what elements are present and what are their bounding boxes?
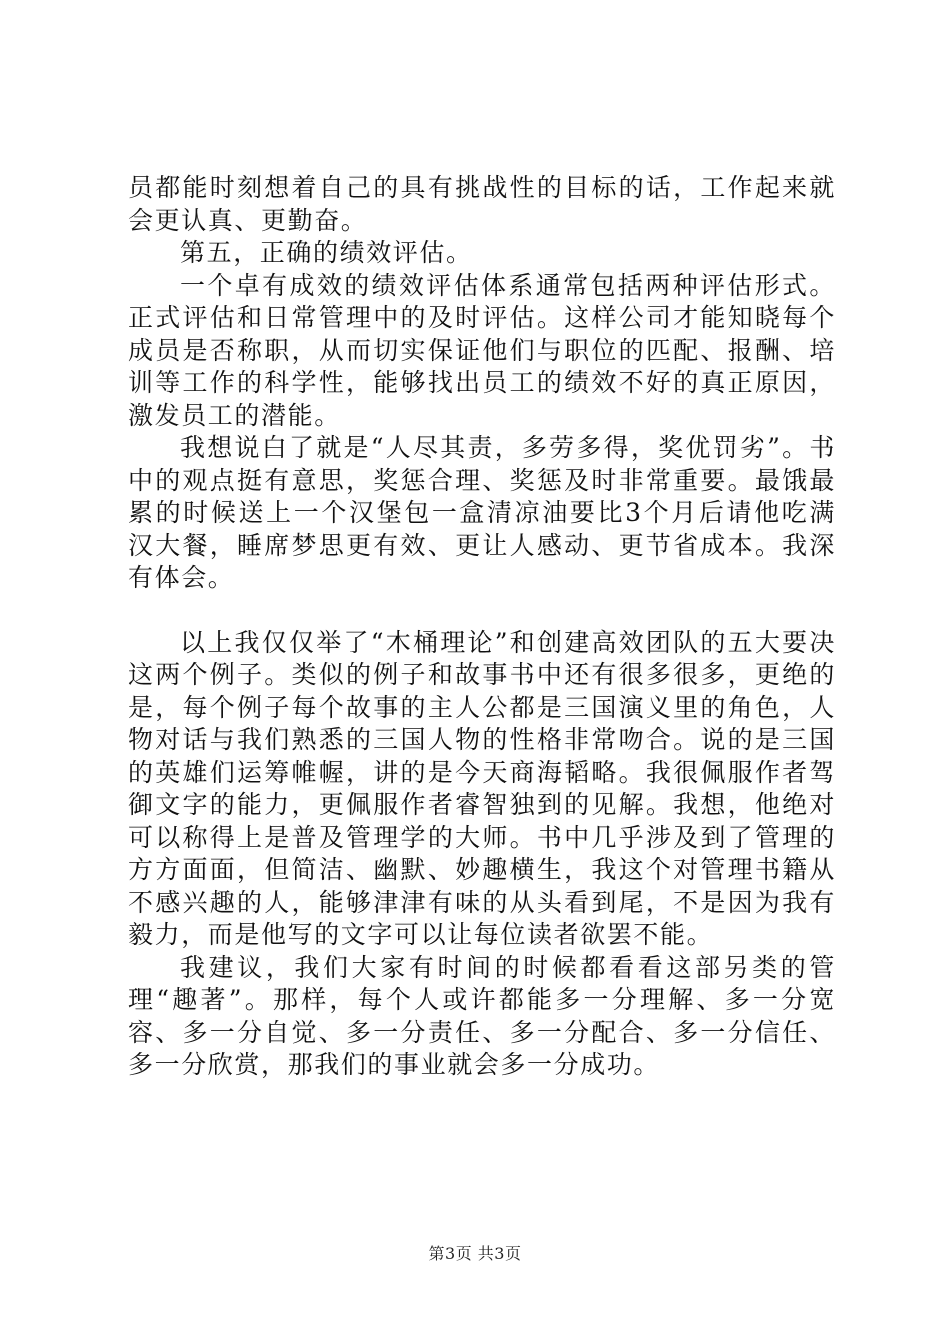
paragraph-heading-fifth: 第五，正确的绩效评估。: [180, 238, 473, 267]
paragraph-continuation: 员都能时刻想着自己的具有挑战性的目标的话，工作起来就会更认真、更勤奋。: [128, 173, 836, 235]
paragraph-examples: 以上我仅仅举了“木桶理论”和创建高效团队的五大要决这两个例子。类似的例子和故事书中还有很多很多，更绝的是，每个例子每个故事的主人公都是三国演义里的角色，人物对话与我们熟悉的三国人物的性格非常吻合。说的是三国的英雄们运筹帷幄，讲的是今天商海韬略。我很佩服作者驾御文字的能力，更佩服作者睿智独到的见解。我想，他绝对可以称得上是普及管理学的大师。书中几乎涉及到了管理的方方面面，但简洁、幽默、妙趣横生，我这个对管理书籍从不感兴趣的人，能够津津有味的从头看到尾，不是因为我有毅力，而是他写的文字可以让每位读者欲罢不能。: [128, 627, 836, 949]
page-number-footer: 第3页 共3页: [428, 1244, 522, 1263]
paragraph-recommendation: 我建议，我们大家有时间的时候都看看这部另类的管理“趣著”。那样，每个人或许都能多一分理解、多一分宽容、多一分自觉、多一分责任、多一分配合、多一分信任、多一分欣赏，那我们的事业就会多一分成功。: [128, 952, 836, 1079]
paragraph-reward-punishment: 我想说白了就是“人尽其责，多劳多得，奖优罚劣”。书中的观点挺有意思，奖惩合理、奖惩及时非常重要。最饿最累的时候送上一个汉堡包一盒清凉油要比3个月后请他吃满汉大餐，睡席梦思更有效、更让人感动、更节省成本。我深有体会。: [128, 433, 836, 592]
document-body: [128, 172, 836, 1082]
paragraph-performance-evaluation: 一个卓有成效的绩效评估体系通常包括两种评估形式。正式评估和日常管理中的及时评估。这样公司才能知晓每个成员是否称职，从而切实保证他们与职位的匹配、报酬、培训等工作的科学性，能够找出员工的绩效不好的真正原因，激发员工的潜能。: [128, 270, 836, 430]
